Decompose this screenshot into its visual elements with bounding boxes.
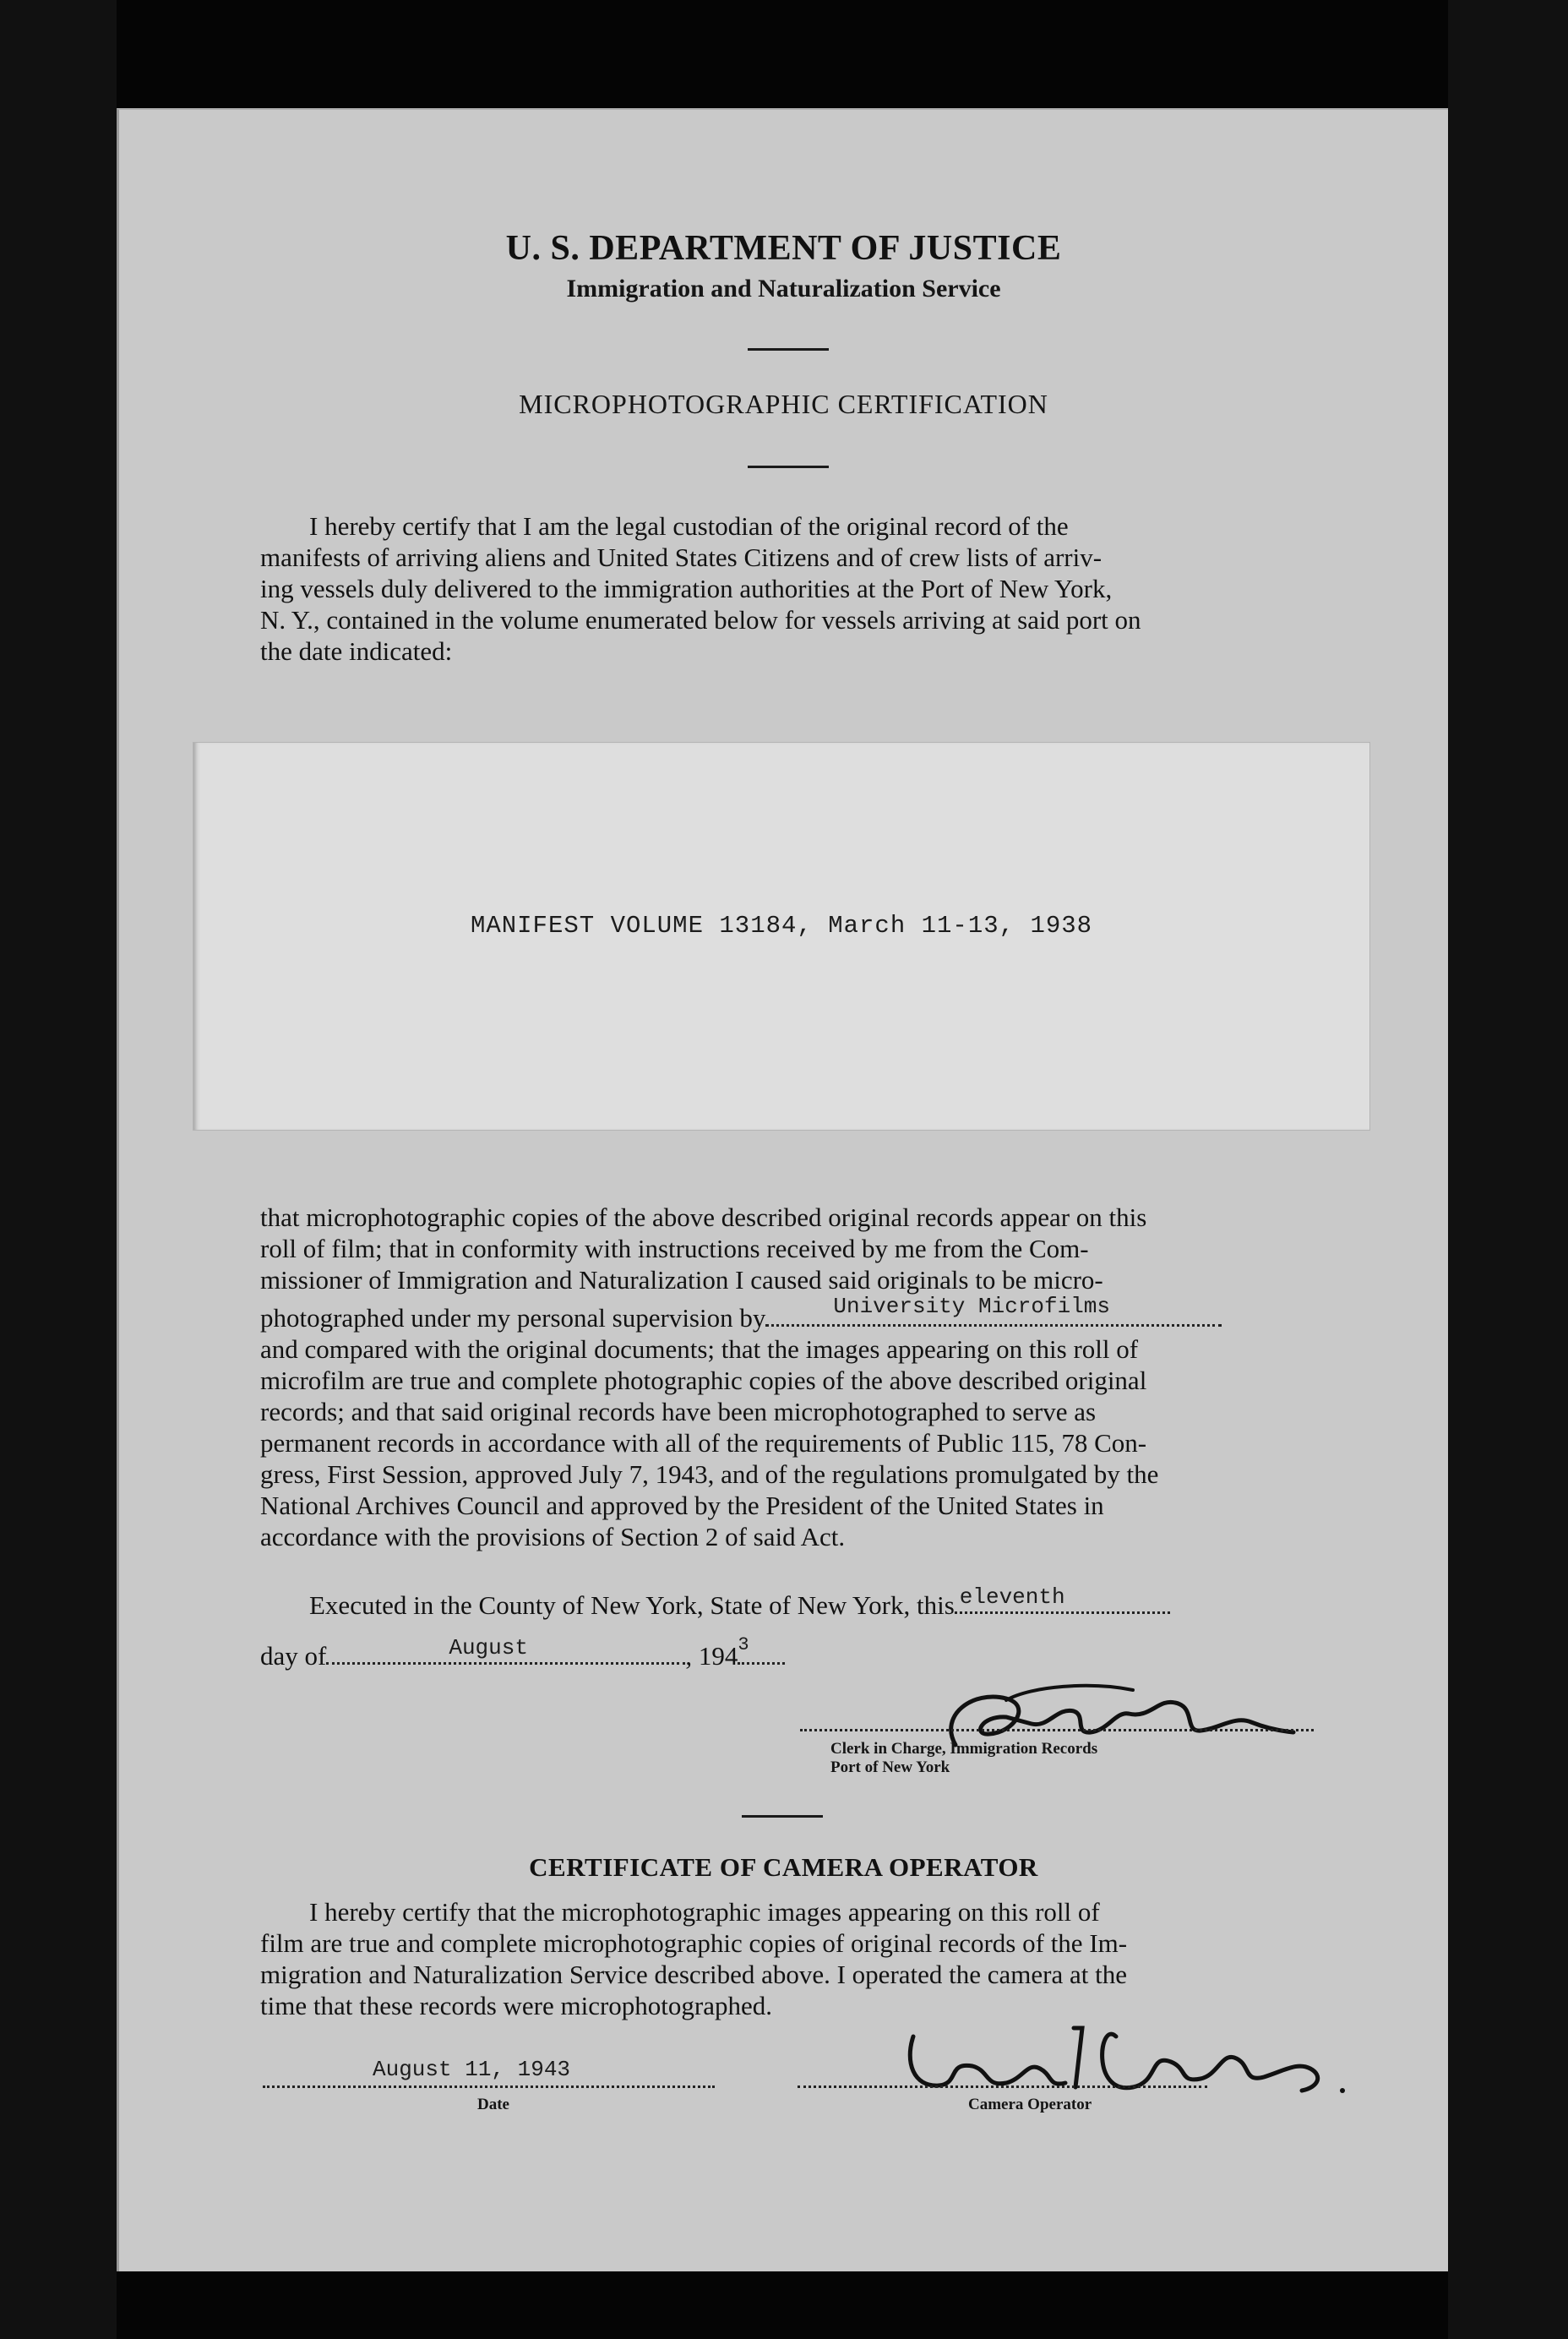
body-line: that microphotographic copies of the above described original records appear on this	[260, 1202, 1147, 1232]
intro-line: ing vessels duly delivered to the immigration authorities at the Port of New York,	[260, 574, 1113, 603]
day-value: eleventh	[959, 1584, 1065, 1610]
year-digit: 3	[738, 1634, 749, 1655]
supervision-line: photographed under my personal supervision by University Microfilms	[260, 1302, 1312, 1333]
body-line: accordance with the provisions of Section 2 of said Act.	[260, 1522, 846, 1551]
supervision-field	[765, 1294, 1222, 1327]
department-title: U. S. DEPARTMENT OF JUSTICE	[505, 229, 1062, 268]
intro-line: N. Y., contained in the volume enumerated below for vessels arriving at said port on	[260, 605, 1141, 635]
header-divider-bottom	[748, 466, 829, 468]
camera-date-value: August 11, 1943	[373, 2057, 571, 2082]
film-edge-left	[0, 0, 117, 2339]
service-subtitle: Immigration and Naturalization Service	[566, 275, 1001, 303]
certification-title: MICROPHOTOGRAPHIC CERTIFICATION	[519, 389, 1048, 419]
body-line: National Archives Council and approved by the President of the United States in	[260, 1491, 1104, 1520]
month-value: August	[449, 1635, 528, 1660]
volume-label-box	[193, 742, 1370, 1131]
date-label: Date	[477, 2096, 509, 2113]
camera-operator-signature	[879, 2003, 1353, 2121]
intro-line: manifests of arriving aliens and United States Citizens and of crew lists of arriv-	[260, 542, 1102, 572]
camera-line: migration and Naturalization Service described above. I operated the camera at the	[260, 1960, 1127, 1989]
intro-line: I hereby certify that I am the legal custodian of the original record of the	[309, 511, 1069, 541]
clerk-signature-line	[800, 1729, 1314, 1731]
body-line: records; and that said original records have been microphotographed to serve as	[260, 1397, 1097, 1426]
film-edge-right	[1448, 0, 1568, 2339]
execution-line: Executed in the County of New York, State of New York, this eleventh	[309, 1590, 1170, 1621]
year-field	[738, 1634, 785, 1665]
body-line: gress, First Session, approved July 7, 1943, and of the regulations promulgated by the	[260, 1459, 1159, 1489]
intro-line: the date indicated:	[260, 636, 453, 666]
section-divider	[742, 1815, 823, 1818]
body-line: microfilm are true and complete photographic copies of the above described original	[260, 1366, 1147, 1395]
certificate-page	[117, 108, 1448, 2271]
body-line: permanent records in accordance with all of the requirements of Public 115, 78 Con-	[260, 1428, 1147, 1458]
camera-line: film are true and complete microphotographic copies of original records of the Im-	[260, 1928, 1128, 1958]
date-line: day of August , 194 3	[260, 1641, 785, 1671]
day-field	[955, 1584, 1170, 1614]
intro-paragraph	[260, 510, 1312, 667]
operator-signature-line	[798, 2085, 1207, 2088]
camera-line: I hereby certify that the microphotographic images appearing on this roll of	[309, 1897, 1100, 1927]
camera-operator-label: Camera Operator	[968, 2096, 1092, 2113]
camera-line: time that these records were microphotographed.	[260, 1991, 772, 2020]
camera-operator-title: CERTIFICATE OF CAMERA OPERATOR	[529, 1852, 1038, 1882]
body-line: missioner of Immigration and Naturalization I caused said originals to be micro-	[260, 1265, 1103, 1295]
date-signature-line	[263, 2085, 715, 2088]
body-line: roll of film; that in conformity with instructions received by me from the Com-	[260, 1234, 1089, 1263]
body-paragraph	[260, 1202, 1312, 1552]
body-line: and compared with the original documents; that the images appearing on this roll of	[260, 1334, 1139, 1364]
clerk-title: Clerk in Charge, Immigration Records Port of New York	[830, 1740, 1098, 1776]
manifest-volume-label: MANIFEST VOLUME 13184, March 11-13, 1938	[470, 912, 1093, 940]
header-divider-top	[748, 348, 829, 351]
supervision-value: University Microfilms	[833, 1294, 1111, 1319]
